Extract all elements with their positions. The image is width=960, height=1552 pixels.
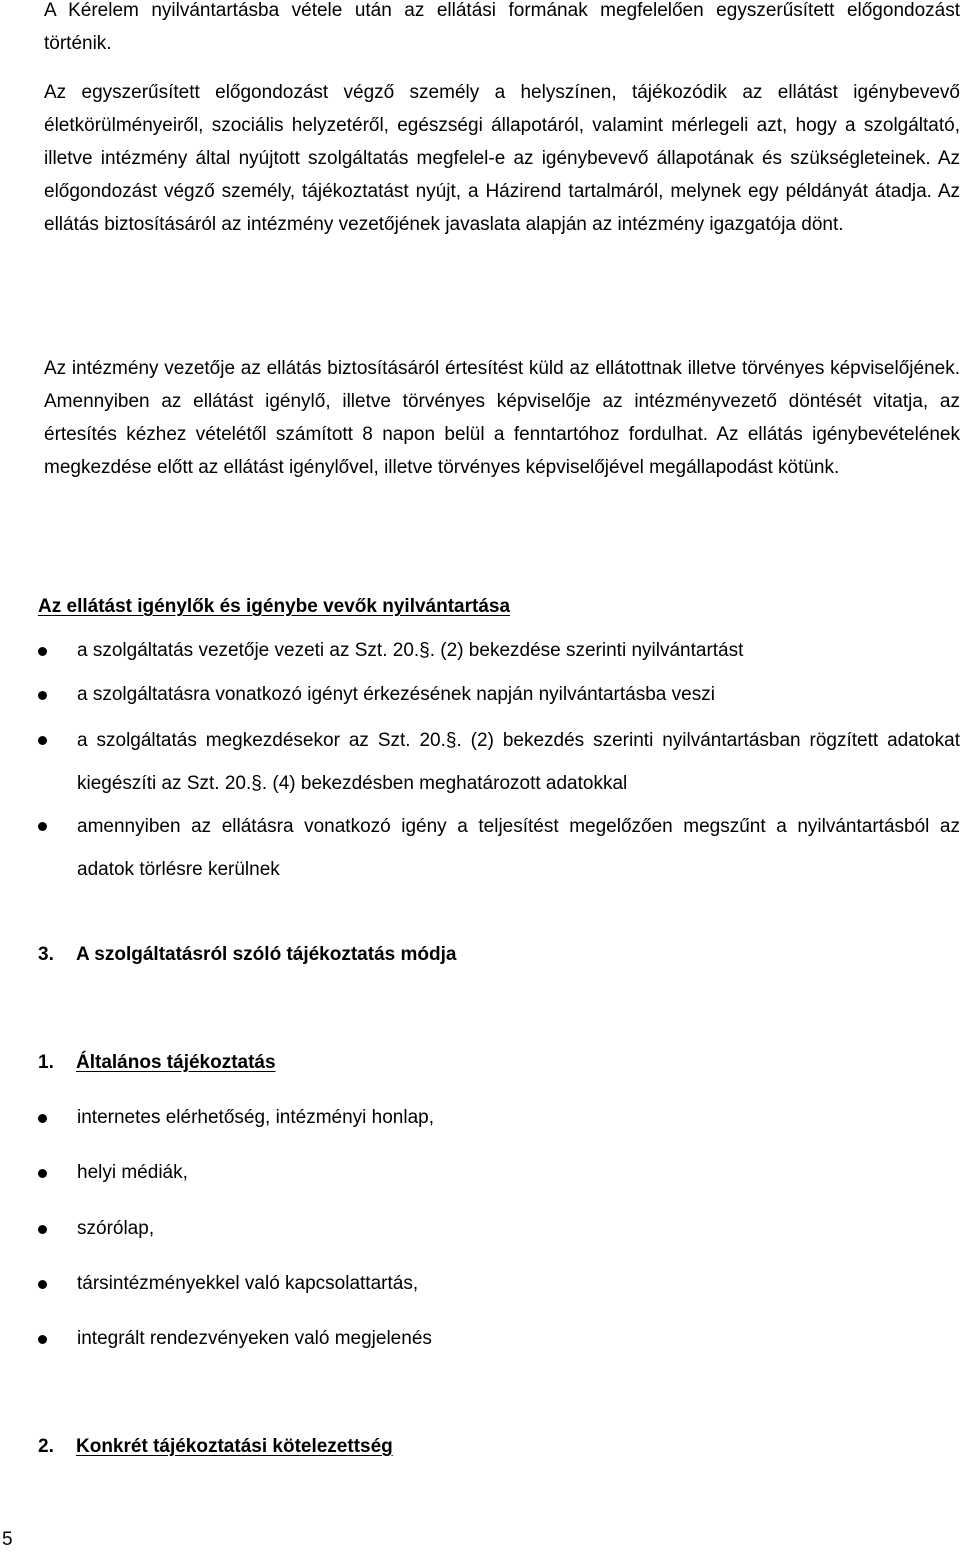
heading-general-info-text: Általános tájékoztatás: [76, 1052, 276, 1073]
list-item-text: integrált rendezvényeken való megjelenés: [77, 1328, 432, 1349]
heading-general-info: [38, 1051, 276, 1075]
bullet-dot-icon: [38, 736, 47, 745]
heading-section-3-text: A szolgáltatásról szóló tájékoztatás módja: [76, 944, 457, 965]
bullet-dot-icon: [38, 691, 47, 700]
bullet-dot-icon: [38, 1335, 47, 1344]
page-number: 5: [2, 1529, 13, 1550]
list-item-text: szórólap,: [77, 1218, 155, 1239]
list-item-text: internetes elérhetőség, intézményi honlap,: [77, 1107, 435, 1128]
bullet-dot-icon: [38, 1225, 47, 1234]
list-item-text: a szolgáltatás vezetője vezeti az Szt. 20.§. (2) bekezdése szerinti nyilvántartást: [77, 640, 744, 661]
list-item-text: társintézményekkel való kapcsolattartás,: [77, 1273, 419, 1294]
list-item-text: amennyiben az ellátásra vonatkozó igény a teljesítést megelőzően megszűnt a nyilvántartásból az adatok törlésre kerülnek: [77, 816, 960, 880]
bullet-dot-icon: [38, 1169, 47, 1178]
heading-section-3: [38, 943, 456, 967]
bullet-dot-icon: [38, 1114, 47, 1123]
paragraph-notification: Az intézmény vezetője az ellátás biztosításáról értesítést küld az ellátottnak illetve törvényes képviselőjének. Amennyiben az ellátást igénylő, illetve törvényes képviselője az intézményvezető döntését vitatja, az értesítés kézhez vételétől számított 8 napon belül a fenntartóhoz fordulhat. Az ellátás igénybevételének megkezdése előtt az ellátást igénylővel, illetve törvényes képviselőjével megállapodást kötünk.: [44, 358, 960, 478]
heading-general-info-number: 1.: [38, 1052, 54, 1073]
list-item-text: a szolgáltatás megkezdésekor az Szt. 20.§. (2) bekezdés szerinti nyilvántartásban rögzített adatokat kiegészíti az Szt. 20.§. (4) bekezdésben meghatározott adatokkal: [77, 730, 960, 794]
bullet-dot-icon: [38, 822, 47, 831]
list-item-text: helyi médiák,: [77, 1162, 188, 1183]
list-item-text: a szolgáltatásra vonatkozó igényt érkezésének napján nyilvántartásba veszi: [77, 684, 715, 705]
paragraph-intake: A Kérelem nyilvántartásba vétele után az ellátási formának megfelelően egyszerűsített előgondozást történik.: [44, 0, 960, 54]
bullet-dot-icon: [38, 1280, 47, 1289]
heading-specific-info: [38, 1435, 393, 1459]
heading-register: [38, 595, 510, 619]
heading-specific-info-text: Konkrét tájékoztatási kötelezettség: [76, 1436, 393, 1457]
heading-specific-info-number: 2.: [38, 1436, 54, 1457]
bullet-dot-icon: [38, 647, 47, 656]
heading-section-3-number: 3.: [38, 944, 54, 965]
paragraph-pre-care: Az egyszerűsített előgondozást végző személy a helyszínen, tájékozódik az ellátást igénybevevő életkörülményeiről, szociális helyzetéről, egészségi állapotáról, valamint mérlegeli azt, hogy a szolgáltató, illetve intézmény által nyújtott szolgáltatás megfelel-e az igénybevevő állapotának és szükségleteinek. Az előgondozást végző személy, tájékoztatást nyújt, a Házirend tartalmáról, melynek egy példányát átadja. Az ellátás biztosításáról az intézmény vezetőjének javaslata alapján az intézmény igazgatója dönt.: [44, 82, 960, 235]
heading-register-text: Az ellátást igénylők és igénybe vevők nyilvántartása: [38, 596, 511, 617]
